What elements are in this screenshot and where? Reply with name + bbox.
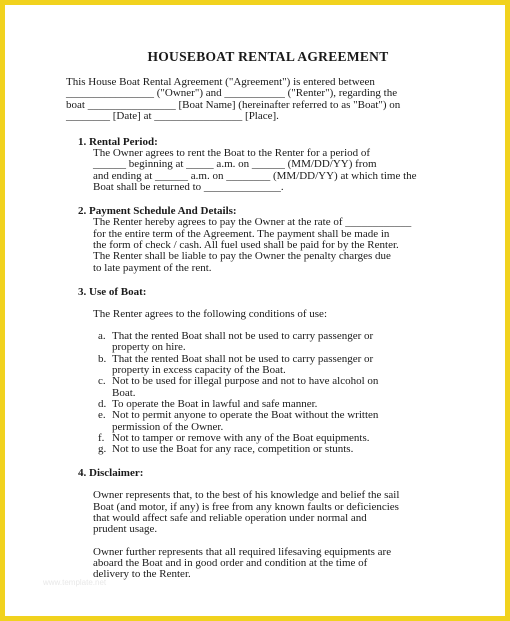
document-content [66, 49, 470, 593]
list-item-line: property on hire. [112, 341, 186, 354]
section-disclaimer [66, 467, 470, 580]
list-marker: g. [98, 443, 107, 456]
section-use-of-boat [66, 286, 470, 456]
list-item [98, 410, 470, 433]
list-marker: f. [98, 431, 105, 444]
list-marker: d. [98, 397, 107, 410]
section-line: The Renter shall be liable to pay the Owner the penalty charges due [93, 250, 391, 263]
list-item [98, 444, 470, 455]
section-lead: The Renter agrees to the following conditions of use: [93, 307, 327, 320]
section-rental-period [66, 136, 470, 193]
disclaimer-line: that would affect safe and reliable operation under normal and [93, 512, 367, 525]
section-line: ______ beginning at _____ a.m. on ______ (MM/DD/YY) from [93, 158, 377, 171]
list-item-line: property in excess capacity of the Boat. [112, 364, 286, 377]
list-item-line: Boat. [112, 386, 136, 399]
list-item-line: Not to be used for illegal purpose and not to have alcohol on [112, 375, 379, 388]
section-heading: 1. Rental Period: [78, 136, 158, 149]
document-title: HOUSEBOAT RENTAL AGREEMENT [147, 49, 389, 64]
disclaimer-line: Owner represents that, to the best of his knowledge and belief the sail [93, 489, 400, 502]
list-item-line: Not to use the Boat for any race, competition or stunts. [112, 443, 354, 456]
intro-line: This House Boat Rental Agreement ("Agreement") is entered between [66, 76, 375, 88]
list-marker: e. [98, 409, 106, 422]
intro-line: ________________ ("Owner") and ___________ ("Renter"), regarding the [66, 87, 398, 100]
disclaimer-line: prudent usage. [93, 523, 158, 536]
section-line: the form of check / cash. All fuel used shall be paid for by the Renter. [93, 238, 399, 251]
section-body [93, 217, 470, 273]
list-item-line: That the rented Boat shall not be used to carry passenger or [112, 352, 374, 365]
list-item [98, 354, 470, 377]
section-heading: 2. Payment Schedule And Details: [78, 205, 237, 218]
list-item-line: Not to tamper or remove with any of the Boat equipments. [112, 431, 370, 444]
list-item-line: To operate the Boat in lawful and safe manner. [112, 397, 318, 410]
list-marker: c. [98, 375, 106, 388]
list-item-line: Not to permit anyone to operate the Boat without the written [112, 409, 379, 422]
list-marker: b. [98, 352, 107, 365]
intro-paragraph [66, 77, 470, 122]
section-body [93, 148, 470, 193]
intro-line: boat ________________ [Boat Name] (hereinafter referred to as "Boat") on [66, 98, 401, 111]
list-item [98, 331, 470, 354]
disclaimer-line: Owner further represents that all required lifesaving equipments are [93, 545, 392, 558]
list-item-line: permission of the Owner. [112, 420, 224, 433]
section-line: for the entire term of the Agreement. The payment shall be made in [93, 227, 390, 240]
section-body [93, 309, 470, 320]
list-item-line: That the rented Boat shall not be used to carry passenger or [112, 330, 374, 343]
section-heading: 4. Disclaimer: [78, 467, 144, 480]
section-body [93, 490, 470, 580]
conditions-list [98, 331, 470, 455]
section-line: Boat shall be returned to ______________. [93, 181, 284, 194]
disclaimer-line: delivery to the Renter. [93, 568, 191, 581]
section-line: The Renter hereby agrees to pay the Owner at the rate of ____________ [93, 216, 412, 229]
section-heading: 3. Use of Boat: [78, 285, 147, 298]
list-item [98, 376, 470, 399]
disclaimer-line: aboard the Boat and in good order and condition at the time of [93, 556, 368, 569]
disclaimer-line: Boat (and motor, if any) is free from any known faults or deficiencies [93, 500, 399, 513]
section-line: to late payment of the rent. [93, 261, 212, 274]
section-line: The Owner agrees to rent the Boat to the Renter for a period of [93, 147, 371, 160]
section-payment-schedule [66, 205, 470, 273]
watermark-text: www.template.net [43, 578, 107, 587]
section-line: and ending at ______ a.m. on ________ (MM/DD/YY) at which time the [93, 169, 417, 182]
list-marker: a. [98, 330, 106, 343]
intro-line: ________ [Date] at ________________ [Place]. [66, 109, 279, 122]
document-page [5, 5, 505, 616]
